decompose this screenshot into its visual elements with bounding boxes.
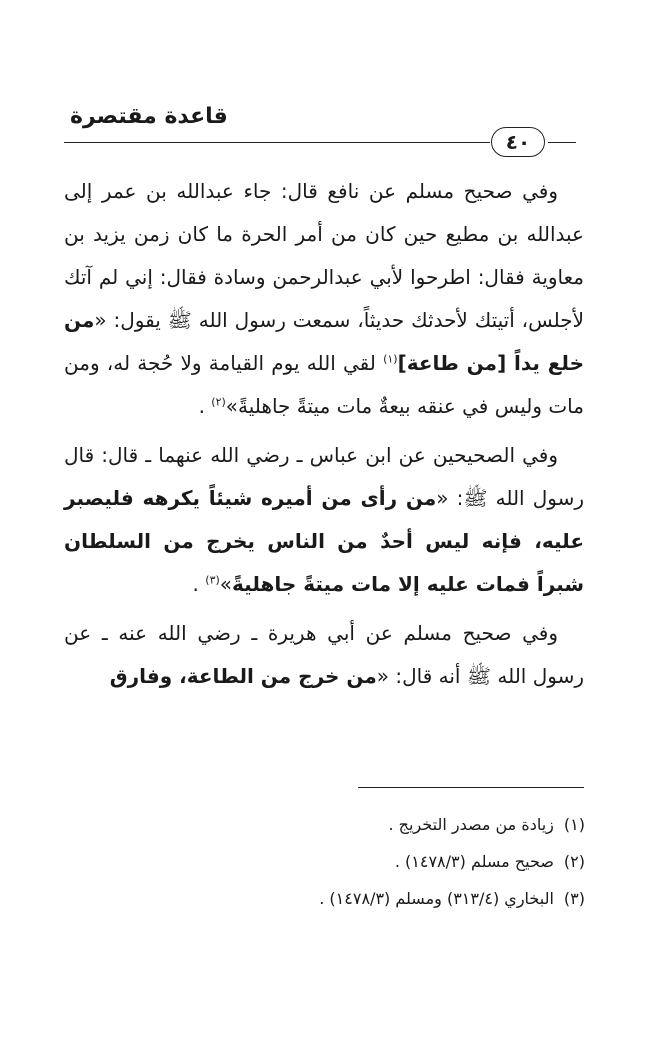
footnote-rule [358, 787, 584, 788]
footnote-2-text: صحيح مسلم (١٤٧٨/٣) . [394, 852, 554, 871]
footnote-2-number: (٢) [563, 852, 585, 871]
paragraph-1-text: وفي صحيح مسلم عن نافع قال: جاء عبدالله بن عمر إلى عبدالله بن مطيع حين كان من أمر الحرة ما كان زمن يزيد بن معاوية فقال: اطرحوا لأبي عبدالرحمن وسادة فقال: إني لم آتك لأجلس، أتيتك لأحدثك حديثاً، سمعت رسول الله ﷺ يقول: « [64, 179, 584, 332]
footnote-3-number: (٣) [563, 889, 585, 908]
main-text [64, 170, 584, 698]
footnote-1-text: زيادة من مصدر التخريج . [388, 815, 554, 834]
footnote-ref-2: (٢) [211, 395, 226, 409]
paragraph-2-close-quote: » [219, 572, 233, 596]
paragraph-2 [64, 434, 584, 606]
footnote-ref-3: (٣) [205, 573, 220, 587]
paragraph-2-text: وفي الصحيحين عن ابن عباس ـ رضي الله عنهما ـ قال: قال رسول الله ﷺ: « [64, 443, 584, 510]
footnote-1-number: (١) [563, 815, 585, 834]
footnote-3 [165, 880, 585, 917]
header-rule [64, 142, 490, 143]
footnote-1 [165, 806, 585, 843]
paragraph-1-end: . [198, 394, 212, 418]
paragraph-2-end: . [192, 572, 206, 596]
footnotes [165, 806, 585, 917]
page-number: ٤٠ [491, 127, 545, 157]
paragraph-3-text: وفي صحيح مسلم عن أبي هريرة ـ رضي الله عنه ـ عن رسول الله ﷺ أنه قال: « [64, 621, 584, 688]
footnote-2 [165, 843, 585, 880]
footnote-ref-1: (١) [383, 352, 398, 366]
hadith-1-text: من خلع يداً [من طاعة] [64, 308, 584, 375]
hadith-2-text: من رأى من أميره شيئاً يكرهه فليصبر عليه، فإنه ليس أحدٌ من الناس يخرج من السلطان شبراً فمات عليه إلا مات ميتةً جاهليةً [64, 486, 584, 596]
footnote-3-text: البخاري (٣١٣/٤) ومسلم (١٤٧٨/٣) . [319, 889, 554, 908]
header-rule-right [548, 142, 576, 143]
running-title: قاعدة مقتصرة [70, 104, 228, 129]
paragraph-3 [64, 612, 584, 698]
hadith-3-text: من خرج من الطاعة، وفارق [109, 664, 377, 688]
paragraph-1-middle: لقي الله يوم القيامة ولا حُجة له، ومن مات وليس في عنقه بيعةٌ مات ميتةً جاهليةً» [64, 351, 584, 418]
paragraph-1 [64, 170, 584, 428]
